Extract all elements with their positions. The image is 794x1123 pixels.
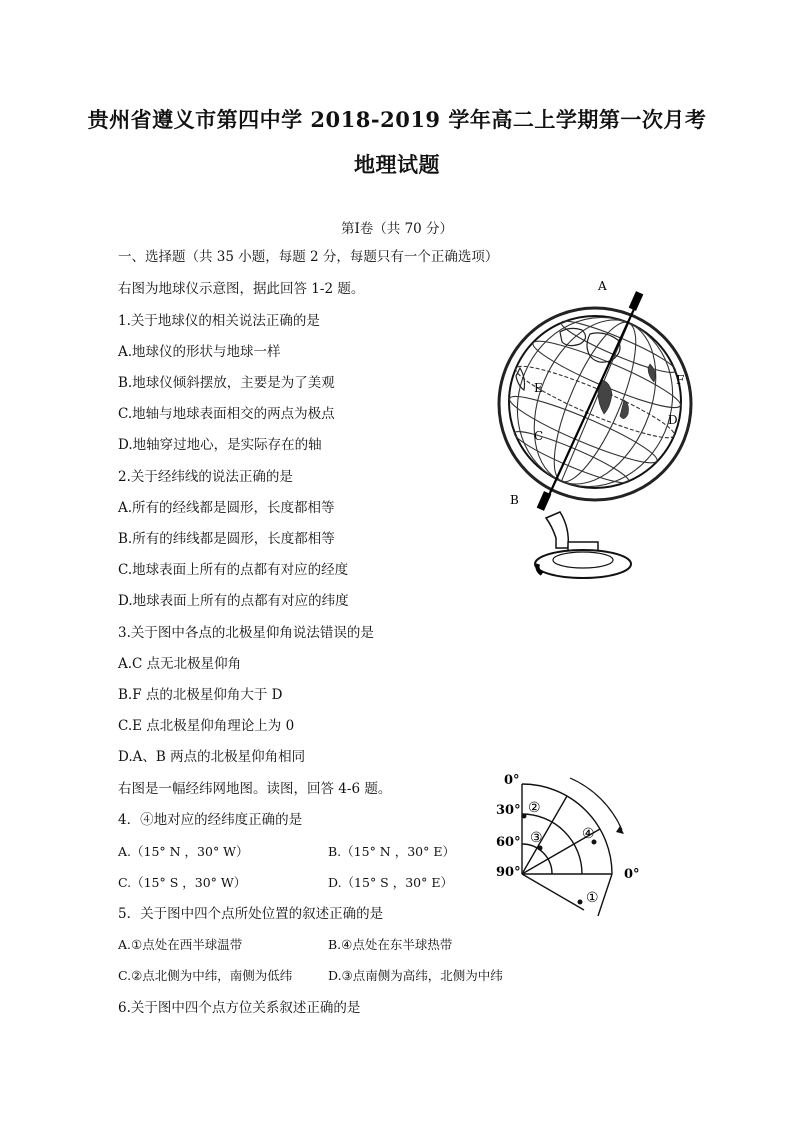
globe-label-c: C <box>534 429 544 443</box>
globe-label-d: D <box>668 413 678 427</box>
point-1-dot <box>578 900 583 905</box>
lat-label-90: 90° <box>496 865 521 880</box>
question-3-option-d: D.A、B 两点的北极星仰角相同 <box>118 749 306 765</box>
question-5-option-b: B.④点处在东半球热带 <box>328 937 453 952</box>
question-5-option-a: A.①点处在西半球温带 <box>118 937 243 952</box>
question-5-option-c: C.②点北侧为中纬，南侧为低纬 <box>118 968 293 983</box>
question-6-stem: 6.关于图中四个点方位关系叙述正确的是 <box>118 1000 361 1016</box>
point-2-dot <box>522 814 527 819</box>
exam-subject-title: 地理试题 <box>354 152 440 177</box>
question-2-option-d: D.地球表面上所有的点都有对应的纬度 <box>118 593 349 609</box>
globe-stand-base <box>535 550 631 578</box>
question-5-option-d: D.③点南侧为高纬，北侧为中纬 <box>328 968 503 983</box>
graticule-figure <box>488 770 648 918</box>
lat-label-60: 60° <box>496 835 521 850</box>
question-4-option-d: D.（15° S ，30° E） <box>328 875 453 890</box>
question-3-option-c: C.E 点北极星仰角理论上为 0 <box>118 718 295 734</box>
graticule-lines <box>522 778 622 916</box>
point-3-dot <box>538 846 543 851</box>
top-pin <box>629 291 644 311</box>
lat-label-0: 0° <box>504 773 520 788</box>
question-5-stem: 5．关于图中四个点所处位置的叙述正确的是 <box>118 906 384 922</box>
question-1-option-b: B.地球仪倾斜摆放，主要是为了美观 <box>118 375 335 391</box>
question-2-option-c: C.地球表面上所有的点都有对应的经度 <box>118 562 349 578</box>
rotation-arrow-head <box>616 826 624 834</box>
globe-figure <box>490 272 710 592</box>
lat-label-30: 30° <box>496 803 521 818</box>
point-label-1: ① <box>586 890 599 906</box>
question-1-option-d: D.地轴穿过地心，是实际存在的轴 <box>118 437 322 453</box>
question-2-option-a: A.所有的经线都是圆形，长度都相等 <box>118 500 335 516</box>
point-label-3: ③ <box>530 830 543 846</box>
globe-label-f: F <box>676 373 685 387</box>
question-4-option-b: B.（15° N ，30° E） <box>328 844 455 859</box>
question-2-stem: 2.关于经纬线的说法正确的是 <box>118 469 293 485</box>
question-4-option-c: C.（15° S ，30° W） <box>118 875 247 890</box>
question-3-stem: 3.关于图中各点的北极星仰角说法错误的是 <box>118 625 374 641</box>
intro-questions-4-6: 右图是一幅经纬网地图。读图，回答 4-6 题。 <box>118 781 392 797</box>
section-header: 第Ⅰ卷（共 70 分） <box>340 221 454 237</box>
question-1-stem: 1.关于地球仪的相关说法正确的是 <box>118 313 320 329</box>
globe-stand-neck <box>546 512 568 548</box>
globe-label-b: B <box>510 493 519 507</box>
part-one-heading: 一、选择题（共 35 小题，每题 2 分，每题只有一个正确选项） <box>118 249 499 265</box>
question-4-option-a: A.（15° N ，30° W） <box>118 844 249 859</box>
intro-questions-1-2: 右图为地球仪示意图，据此回答 1-2 题。 <box>118 281 365 297</box>
question-3-option-a: A.C 点无北极星仰角 <box>118 656 242 672</box>
question-4-stem: 4．④地对应的经纬度正确的是 <box>118 812 303 828</box>
question-1-option-a: A.地球仪的形状与地球一样 <box>118 344 281 360</box>
point-label-2: ② <box>528 800 541 816</box>
question-2-option-b: B.所有的纬线都是圆形，长度都相等 <box>118 531 335 547</box>
globe-label-e: E <box>534 381 543 395</box>
lon-label-0: 0° <box>624 867 640 882</box>
point-label-4: ④ <box>582 826 595 842</box>
bottom-pin <box>537 491 552 511</box>
exam-title: 贵州省遵义市第四中学 2018-2019 学年高二上学期第一次月考 <box>87 107 707 132</box>
question-3-option-b: B.F 点的北极星仰角大于 D <box>118 687 283 703</box>
globe-label-a: A <box>598 279 607 293</box>
question-1-option-c: C.地轴与地球表面相交的两点为极点 <box>118 406 335 422</box>
